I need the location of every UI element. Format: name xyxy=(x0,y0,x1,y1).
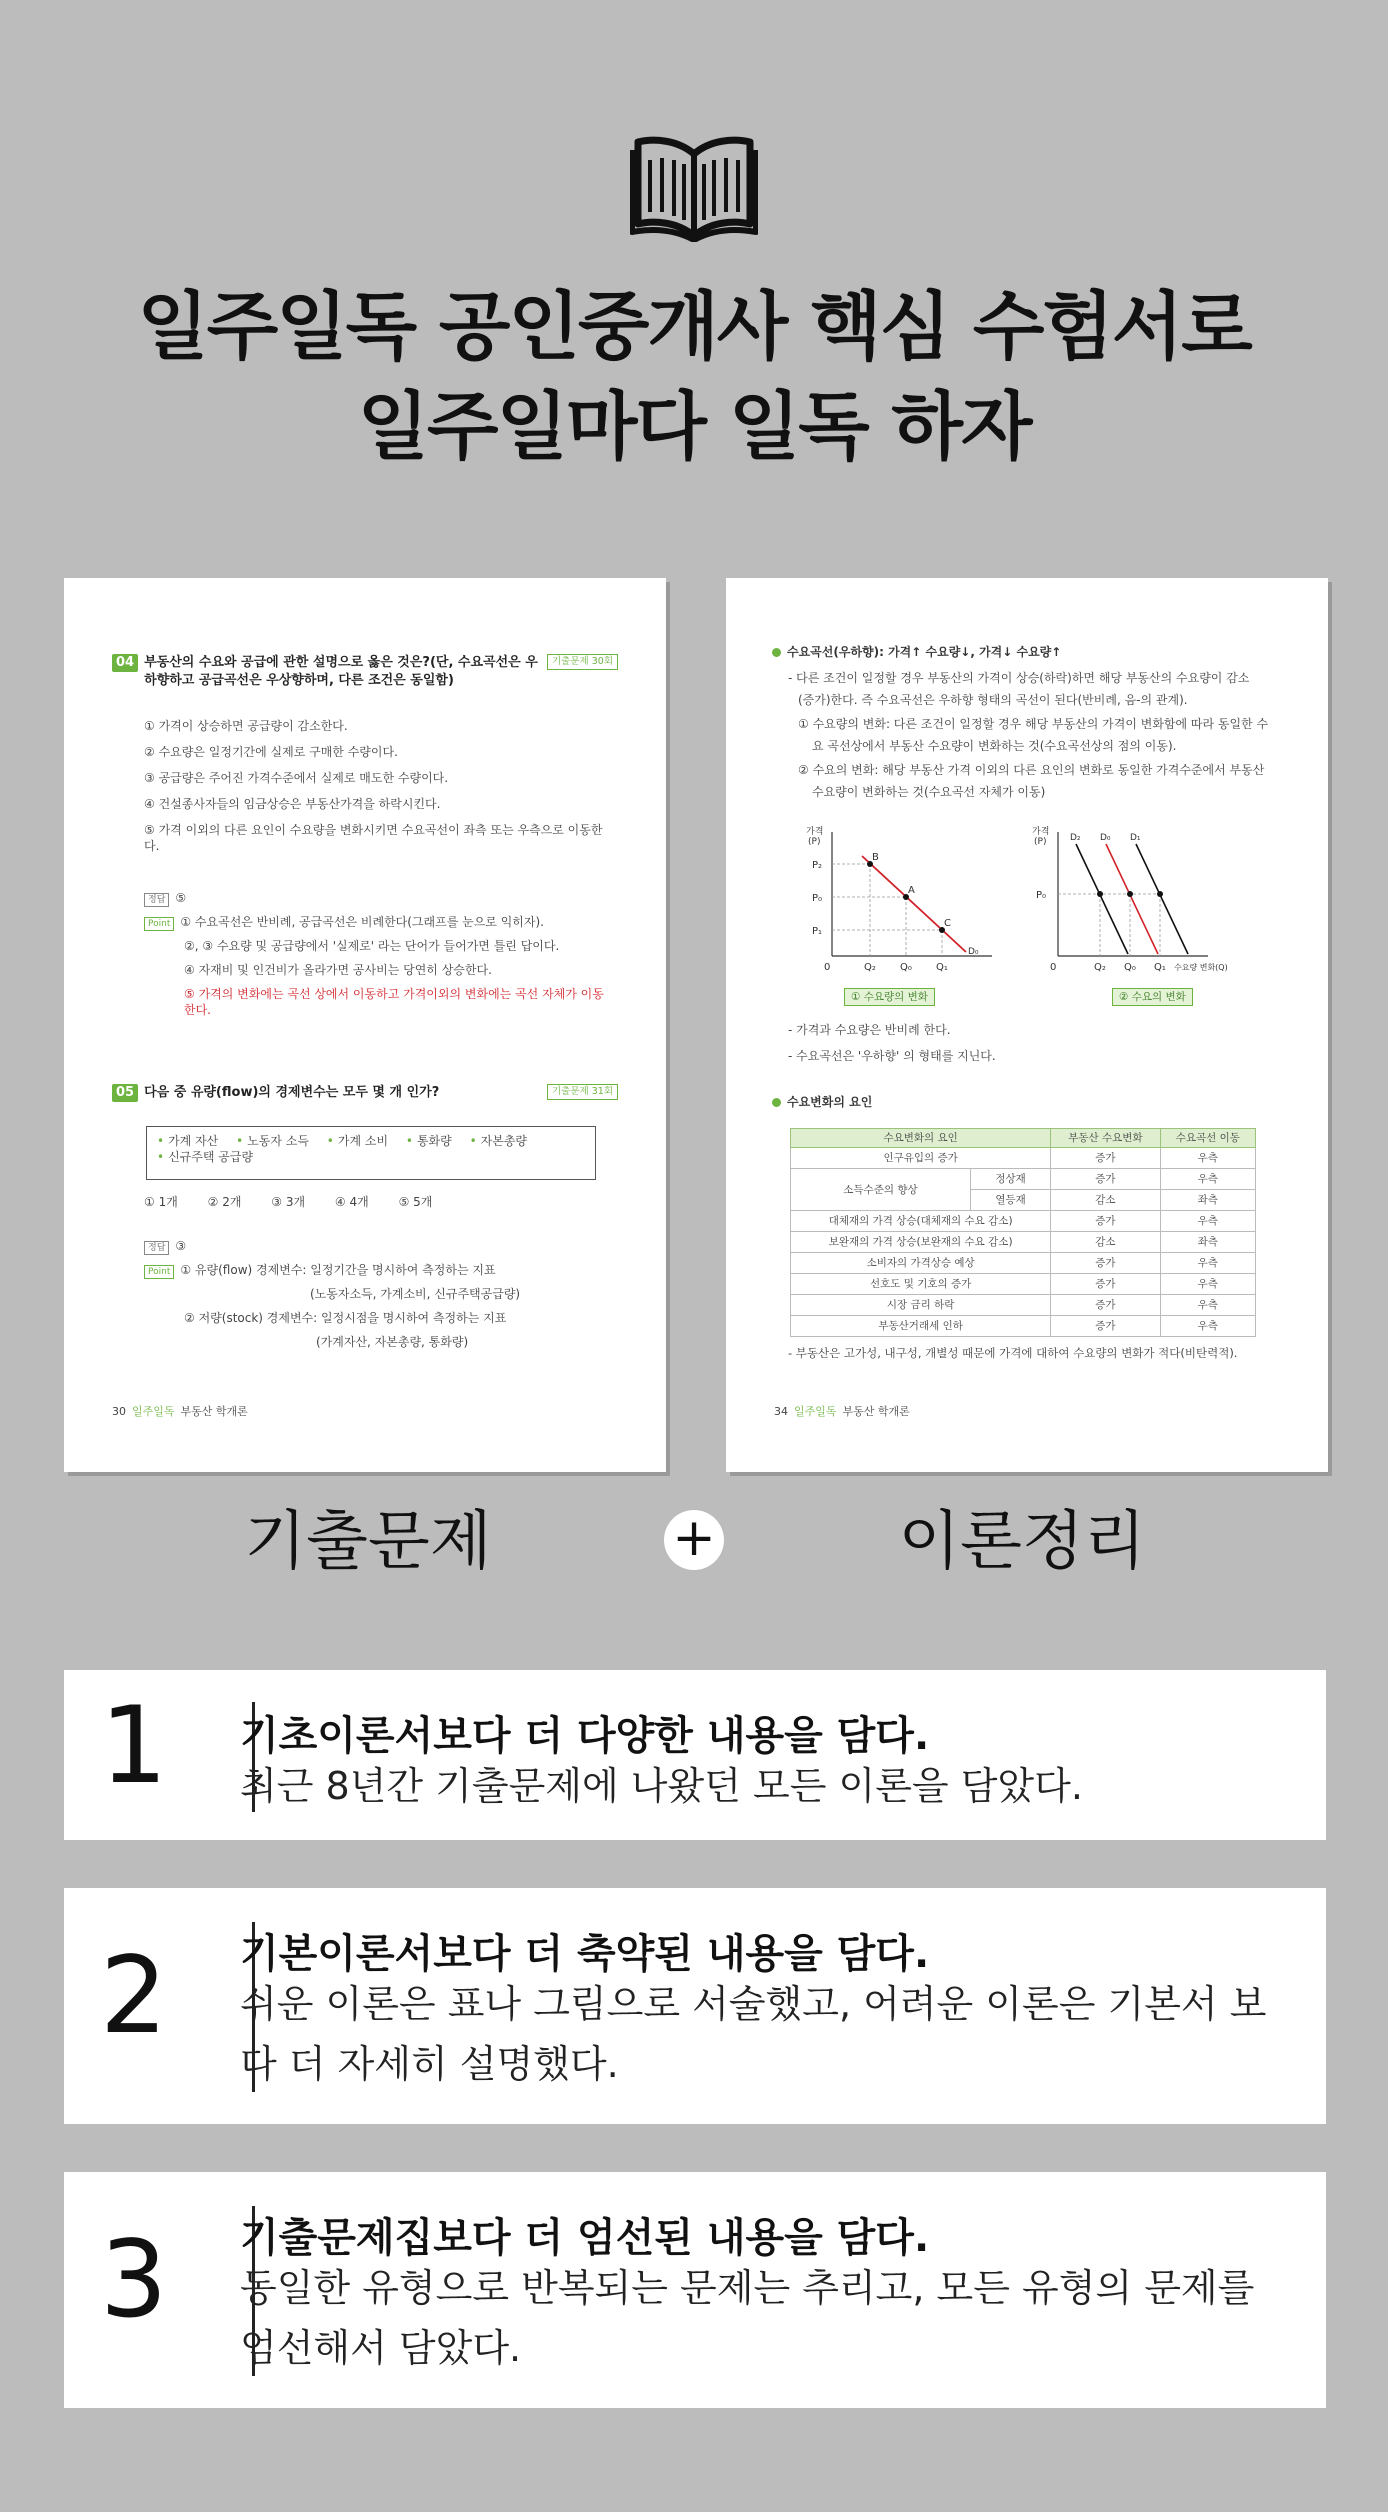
feature-card-3 xyxy=(64,2172,1326,2408)
question-04 xyxy=(112,654,618,689)
box-item: • 통화량 xyxy=(406,1134,452,1148)
explanation-text: ② 저량(stock) 경제변수: 일정시점을 명시하여 측정하는 지표 xyxy=(184,1311,507,1325)
svg-text:A: A xyxy=(908,885,915,896)
question-tag: 기출문제 30회 xyxy=(547,654,618,670)
box-item: • 신규주택 공급량 xyxy=(157,1150,253,1164)
table-header: 부동산 수요변화 xyxy=(1051,1129,1160,1148)
explanation-text: (가계자산, 자본총량, 통화량) xyxy=(316,1335,469,1349)
table-row: 인구유입의 증가 증가 우측 xyxy=(791,1148,1256,1169)
demand-curve-d1 xyxy=(1136,844,1188,954)
question-number: 05 xyxy=(112,1084,138,1102)
table-header: 수요곡선 이동 xyxy=(1160,1129,1255,1148)
page-number: 34 xyxy=(774,1405,788,1419)
table-row: 부동산거래세 인하 증가 우측 xyxy=(791,1316,1256,1337)
demand-curve xyxy=(862,856,966,952)
body-line: 요 곡선상에서 부동산 수요량이 변화하는 것(수요곡선상의 점의 이동). xyxy=(812,739,1177,753)
answer-row xyxy=(144,1238,606,1255)
option: ⑤ 가격 이외의 다른 요인이 수요량을 변화시키면 수요곡선이 좌측 또는 우측으로 이동한다. xyxy=(144,823,603,854)
explanation-text: ① 유량(flow) 경제변수: 일정기간을 명시하여 측정하는 지표 xyxy=(180,1263,496,1277)
sample-page-theory xyxy=(726,578,1328,1472)
explanation-text: ① 수요곡선은 반비례, 공급곡선은 비례한다(그래프를 눈으로 익히자). xyxy=(180,915,544,929)
card-description: 동일한 유형으로 반복되는 문제는 추리고, 모든 유형의 문제를 엄선해서 담았다. xyxy=(240,2266,1255,2370)
explanation-text: ⑤ 가격의 변화에는 곡선 상에서 이동하고 가격이외의 변화에는 곡선 자체가 이동한다. xyxy=(184,987,604,1018)
choices xyxy=(144,1194,458,1210)
table-row: 대체재의 가격 상승(대체재의 수요 감소) 증가 우측 xyxy=(791,1211,1256,1232)
svg-text:P₀: P₀ xyxy=(812,893,823,904)
label-exam: 기출문제 xyxy=(244,1505,492,1579)
table-row: 시장 금리 하락 증가 우측 xyxy=(791,1295,1256,1316)
svg-text:Q₀: Q₀ xyxy=(900,962,912,973)
table-header-row xyxy=(791,1129,1256,1148)
svg-text:0: 0 xyxy=(1050,962,1057,973)
book-title: 부동산 학개론 xyxy=(180,1405,248,1419)
svg-text:(P): (P) xyxy=(1034,837,1047,847)
svg-text:B: B xyxy=(872,852,879,863)
choice: ④ 4개 xyxy=(334,1195,369,1209)
explanation-text: (노동자소득, 가계소비, 신규주택공급량) xyxy=(310,1287,521,1301)
open-book-icon xyxy=(630,132,758,242)
explanation-text: ④ 자재비 및 인건비가 올라가면 공사비는 당연히 상승한다. xyxy=(184,963,492,977)
demand-curve-d2 xyxy=(1076,844,1128,954)
choice: ⑤ 5개 xyxy=(398,1195,433,1209)
explanation xyxy=(144,914,606,931)
page-footer xyxy=(774,1405,910,1420)
svg-text:Q₂: Q₂ xyxy=(1094,962,1106,973)
explanation xyxy=(144,1262,606,1279)
body-line: (증가)한다. 즉 수요곡선은 우하향 형태의 곡선이 된다(반비례, 음-의 관계). xyxy=(798,693,1188,707)
choice: ② 2개 xyxy=(207,1195,242,1209)
table-header: 수요변화의 요인 xyxy=(791,1129,1051,1148)
question-number: 04 xyxy=(112,654,138,672)
sample-page-exam xyxy=(64,578,666,1472)
choice: ③ 3개 xyxy=(271,1195,306,1209)
svg-text:C: C xyxy=(944,918,951,929)
answer-label: 정답 xyxy=(144,1241,169,1255)
brand: 일주일독 xyxy=(132,1405,175,1419)
headline-line-1: 일주일독 공인중개사 핵심 수험서로 xyxy=(137,284,1251,370)
page-number: 30 xyxy=(112,1405,126,1419)
body-line: - 다른 조건이 일정할 경우 부동산의 가격이 상승(하락)하면 해당 부동산의 수요량이 감소 xyxy=(788,671,1250,685)
svg-text:D₁: D₁ xyxy=(1130,833,1141,843)
card-number: 3 xyxy=(100,2218,168,2341)
card-number: 2 xyxy=(100,1934,168,2057)
brand: 일주일독 xyxy=(794,1405,837,1419)
chart-caption: ② 수요의 변화 xyxy=(1112,988,1193,1006)
item-box xyxy=(146,1126,596,1180)
book-title: 부동산 학개론 xyxy=(842,1405,910,1419)
note: - 가격과 수요량은 반비례 한다. xyxy=(788,1023,951,1037)
table-row: 보완재의 가격 상승(보완재의 수요 감소) 감소 좌측 xyxy=(791,1232,1256,1253)
card-title: 기초이론서보다 더 다양한 내용을 담다. xyxy=(240,1713,930,1759)
body-line: ① 수요량의 변화: 다른 조건이 일정할 경우 해당 부동산의 가격이 변화함에 따라 동일한 수 xyxy=(798,717,1269,731)
option: ② 수요량은 일정기간에 실제로 구매한 수량이다. xyxy=(144,745,398,759)
feature-card-1 xyxy=(64,1670,1326,1840)
svg-text:가격: 가격 xyxy=(1032,827,1050,837)
table-row: 소득수준의 향상 정상재 증가 우측 xyxy=(791,1169,1256,1190)
point-label: Point xyxy=(144,1265,174,1279)
bullet-icon xyxy=(772,1098,781,1107)
option: ④ 건설종사자들의 임금상승은 부동산가격을 하락시킨다. xyxy=(144,797,441,811)
question-05 xyxy=(112,1084,618,1102)
card-title: 기본이론서보다 더 축약된 내용을 담다. xyxy=(240,1931,930,1977)
section-title: 수요변화의 요인 xyxy=(772,1094,1288,1110)
demand-curve-d0 xyxy=(1106,844,1158,954)
option: ① 가격이 상승하면 공급량이 감소한다. xyxy=(144,719,348,733)
card-description: 최근 8년간 기출문제에 나왔던 모든 이론을 담았다. xyxy=(240,1764,1083,1808)
bullet-icon xyxy=(772,648,781,657)
headline-line-2: 일주일마다 일독 하자 xyxy=(357,384,1031,470)
point-label: Point xyxy=(144,917,174,931)
answer-row xyxy=(144,890,606,907)
svg-text:P₀: P₀ xyxy=(1036,890,1047,901)
question-tag: 기출문제 31회 xyxy=(547,1084,618,1100)
table-row: 선호도 및 기호의 증가 증가 우측 xyxy=(791,1274,1256,1295)
box-item: • 노동자 소득 xyxy=(236,1134,309,1148)
svg-text:P₁: P₁ xyxy=(812,926,823,937)
note: - 수요곡선은 '우하향' 의 형태를 지닌다. xyxy=(788,1049,996,1063)
final-note: - 부동산은 고가성, 내구성, 개별성 때문에 가격에 대하여 수요량의 변화가 적다(비탄력적). xyxy=(788,1346,1238,1360)
card-description: 쉬운 이론은 표나 그림으로 서술했고, 어려운 이론은 기본서 보다 더 자세히 설명했다. xyxy=(240,1982,1267,2086)
demand-shift-chart xyxy=(1032,824,1272,974)
svg-text:Q₁: Q₁ xyxy=(936,962,948,973)
svg-text:Q₁: Q₁ xyxy=(1154,962,1166,973)
question-text: 다음 중 유량(flow)의 경제변수는 모두 몇 개 인가? xyxy=(144,1085,440,1100)
box-item: • 자본총량 xyxy=(470,1134,527,1148)
answer-value: ⑤ xyxy=(175,891,187,905)
card-title: 기출문제집보다 더 엄선된 내용을 담다. xyxy=(240,2215,930,2261)
svg-text:수요량 변화(Q): 수요량 변화(Q) xyxy=(1174,963,1228,972)
answer-value: ③ xyxy=(175,1239,187,1253)
page-footer xyxy=(112,1405,248,1420)
box-item: • 가계 소비 xyxy=(327,1134,388,1148)
svg-text:Q₀: Q₀ xyxy=(1124,962,1136,973)
table-row: 열등재 감소 좌측 xyxy=(791,1190,1256,1211)
answer-label: 정답 xyxy=(144,893,169,907)
svg-text:Q₂: Q₂ xyxy=(864,962,876,973)
option: ③ 공급량은 주어진 가격수준에서 실제로 매도한 수량이다. xyxy=(144,771,449,785)
question-text: 부동산의 수요와 공급에 관한 설명으로 옳은 것은?(단, 수요곡선은 우하향하고 공급곡선은 우상향하며, 다른 조건은 동일함) xyxy=(144,655,538,688)
table-row: 소비자의 가격상승 예상 증가 우측 xyxy=(791,1253,1256,1274)
svg-text:D₀: D₀ xyxy=(1100,833,1111,843)
svg-text:(P): (P) xyxy=(808,837,821,847)
demand-quantity-chart xyxy=(806,824,1006,974)
box-item: • 가계 자산 xyxy=(157,1134,218,1148)
feature-card-2 xyxy=(64,1888,1326,2124)
svg-text:가격: 가격 xyxy=(806,827,824,837)
demand-factor-table xyxy=(790,1128,1256,1337)
svg-text:P₂: P₂ xyxy=(812,860,823,871)
plus-icon: + xyxy=(664,1510,724,1570)
body-line: 수요량이 변화하는 것(수요곡선 자체가 이동) xyxy=(812,785,1046,799)
section-title: 수요곡선(우하향): 가격↑ 수요량↓, 가격↓ 수요량↑ xyxy=(772,644,1288,660)
label-theory: 이론정리 xyxy=(898,1505,1146,1579)
explanation-text: ②, ③ 수요량 및 공급량에서 '실제로' 라는 단어가 들어가면 틀린 답이다. xyxy=(184,939,560,953)
svg-text:D₀: D₀ xyxy=(968,947,979,957)
card-number: 1 xyxy=(100,1684,168,1807)
svg-text:0: 0 xyxy=(824,962,831,973)
body-line: ② 수요의 변화: 해당 부동산 가격 이외의 다른 요인의 변화로 동일한 가격수준에서 부동산 xyxy=(798,763,1265,777)
svg-text:D₂: D₂ xyxy=(1070,833,1081,843)
choice: ① 1개 xyxy=(144,1195,178,1209)
chart-caption: ① 수요량의 변화 xyxy=(844,988,935,1006)
